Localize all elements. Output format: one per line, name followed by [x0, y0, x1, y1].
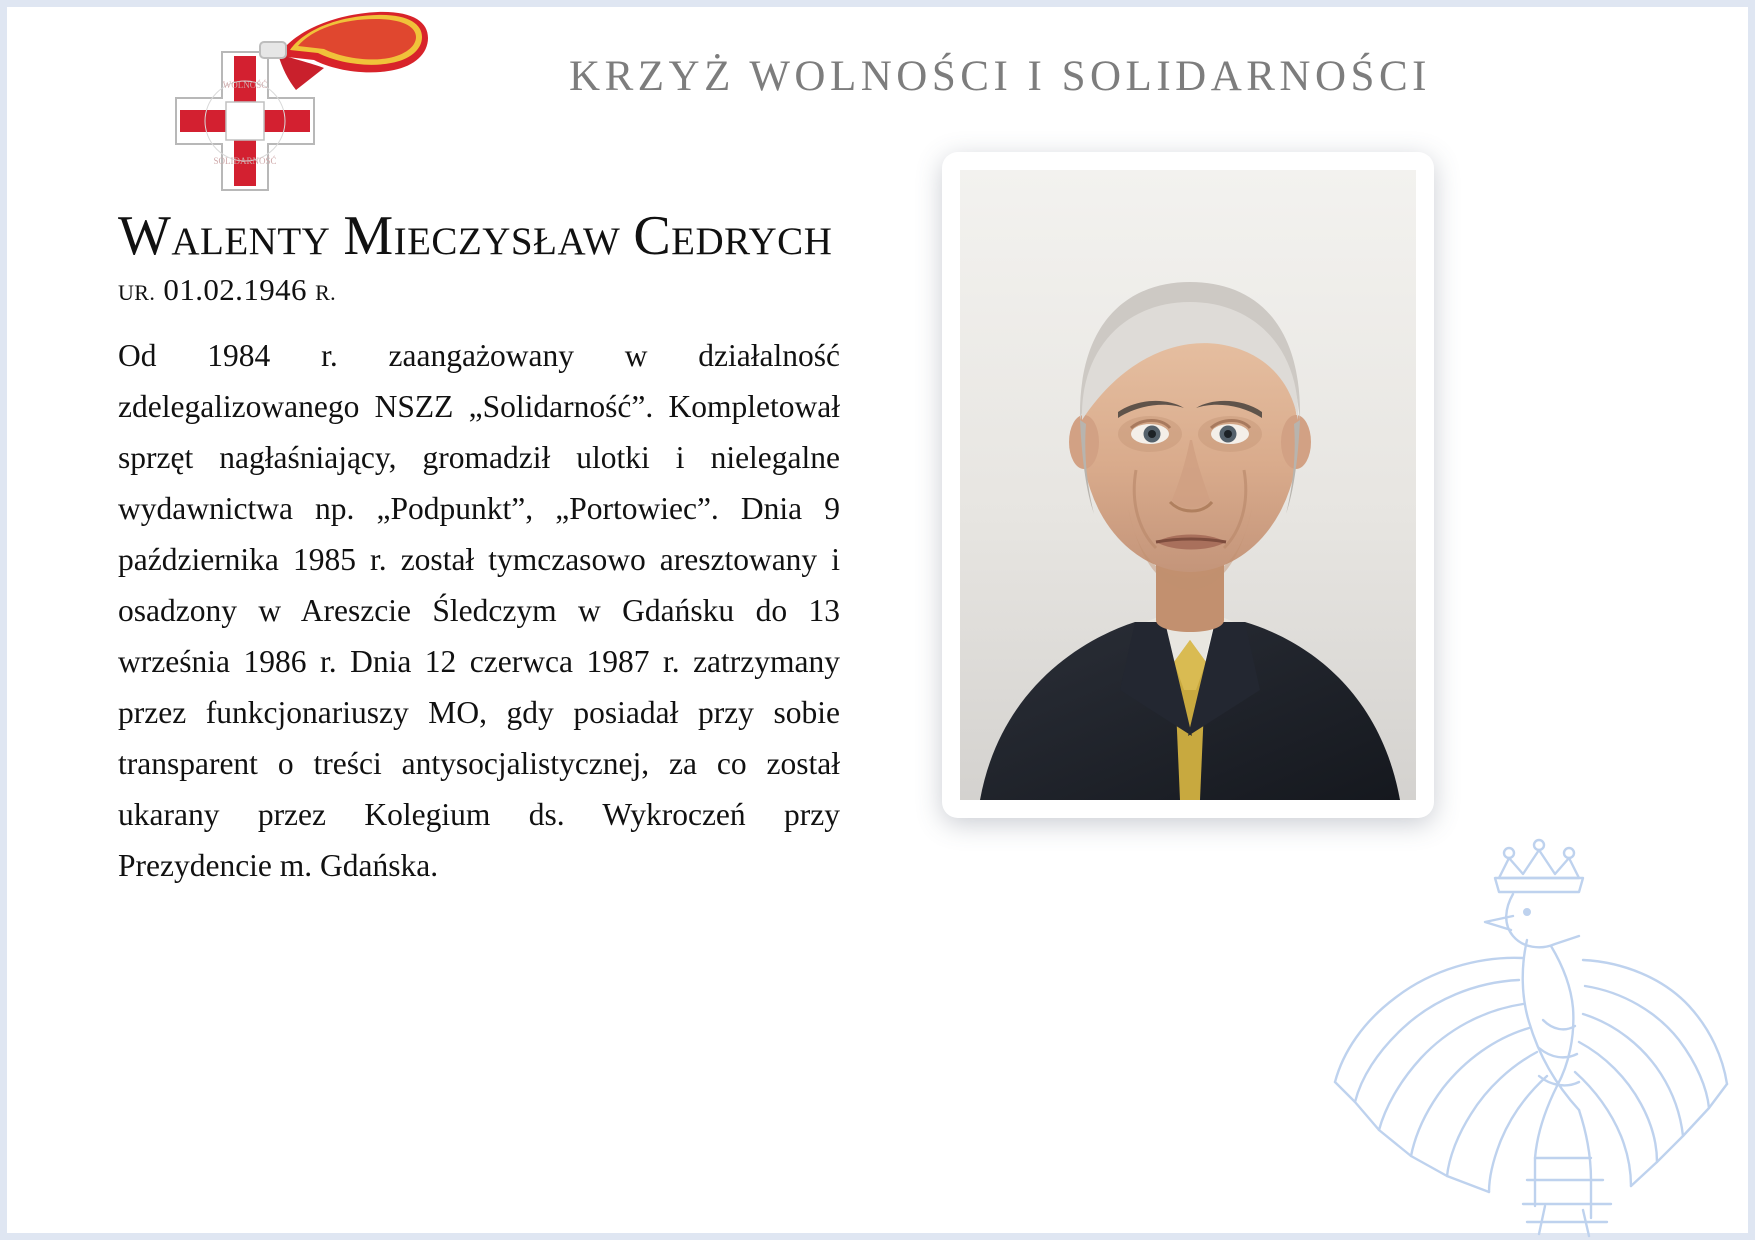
portrait-photo: [960, 170, 1416, 800]
eagle-watermark-icon: [1227, 820, 1747, 1240]
page-title: KRZYŻ WOLNOŚCI I SOLIDARNOŚCI: [569, 53, 1431, 100]
portrait-frame: [942, 152, 1434, 818]
person-name: WALENTY MIECZYSŁAW CEDRYCH: [118, 205, 833, 267]
page-border-bottom: [0, 1233, 1755, 1240]
birth-date-line: UR. 01.02.1946 R.: [118, 272, 337, 307]
svg-text:WOLNOŚĆ: WOLNOŚĆ: [222, 80, 268, 90]
medal-cross-icon: [128, 8, 438, 203]
page-border-top: [0, 0, 1755, 7]
page-border-left: [0, 0, 7, 1240]
page-border-right: [1748, 0, 1755, 1240]
svg-text:SOLIDARNOŚĆ: SOLIDARNOŚĆ: [213, 156, 277, 166]
biography-text: Od 1984 r. zaangażowany w działalność zdelegalizowanego NSZZ „Solidarność”. Kompletował sprzęt nagłaśniający, gromadził ulotki i nielegalne wydawnictwa np. „Podpunkt”, „Portowiec”. Dnia 9 października 1985 r. został tymczasowo aresztowany i osadzony w Areszcie Śledczym w Gdańsku do 13 września 1986 r. Dnia 12 czerwca 1987 r. zatrzymany przez funkcjonariuszy MO, gdy posiadał przy sobie transparent o treści antysocjalistycznej, za co został ukarany przez Kolegium ds. Wykroczeń przy Prezydencie m. Gdańska.: [118, 338, 840, 883]
